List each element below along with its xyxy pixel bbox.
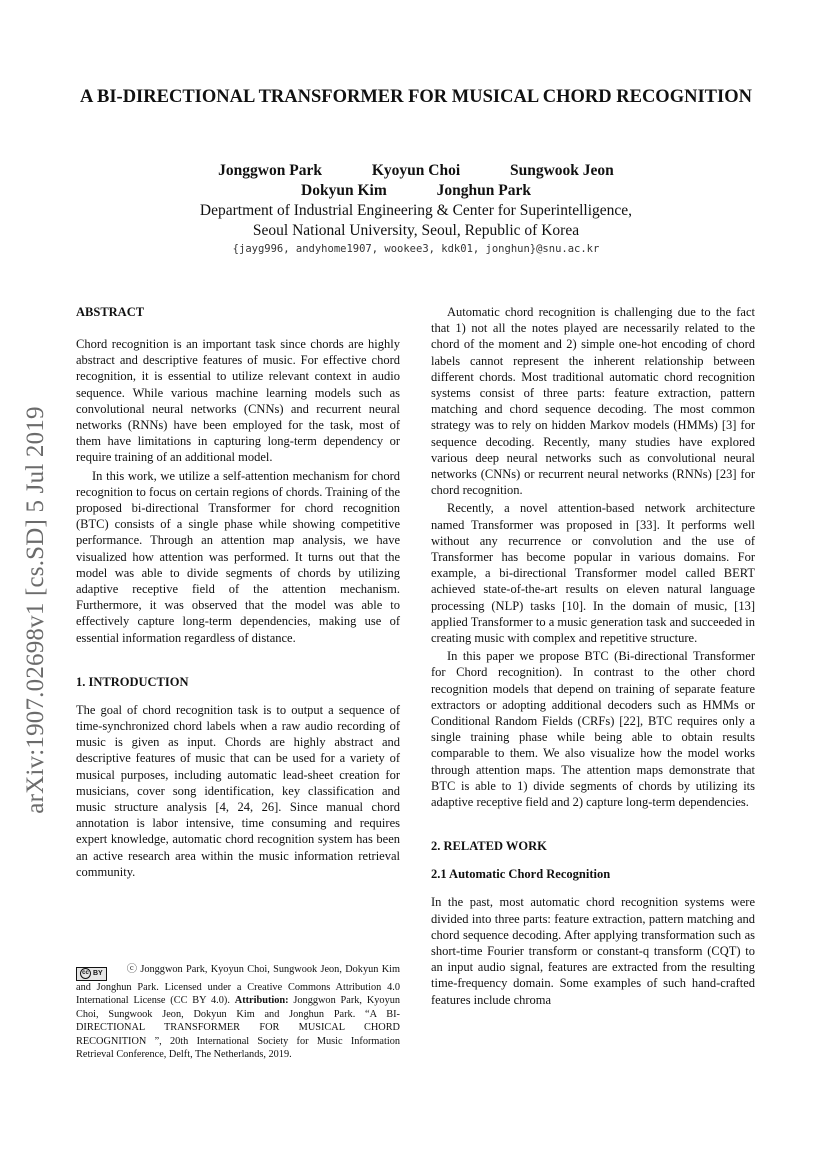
author-name: Kyoyun Choi [371,162,461,179]
arxiv-identifier-text: arXiv:1907.02698v1 [cs.SD] 5 Jul 2019 [22,406,49,814]
arxiv-identifier [16,380,56,840]
author-name: Sungwook Jeon [510,162,614,179]
affiliation [76,201,756,241]
author-row-2 [76,181,756,201]
affiliation-line-2: Seoul National University, Seoul, Republic of Korea [252,222,580,239]
abstract-paragraph-2: In this work, we utilize a self-attention mechanism for chord recognition to focus on certain regions of chords. Training of the proposed bi-directional Transformer for chord recognition (BTC) consists of a single phase while showing competitive performance. Through an attention map analysis, we have visualized how attention was performed. It turns out that the model was able to divide segments of chords by utilizing adaptive receptive field of the attention mechanism. Furthermore, it was observed that the model was able to effectively capture long-term dependencies, making use of essential information regardless of distance. [76,468,400,645]
introduction-paragraph-1: The goal of chord recognition task is to output a sequence of time-synchronized chord labels when a raw audio recording of music is given as input. Chords are highly abstract and descriptive features of music that can be used for a variety of musical purposes, including automatic lead-sheet creation for musicians, cover song identification, key classification and music structure analysis [4, 24, 26]. Since manual chord annotation is labor intensive, time consuming and requires expert knowledge, automatic chord recognition system has been an active research area within the music information retrieval community. [76,702,400,879]
copyright-icon: ⓒ [126,964,138,975]
introduction-heading: 1. INTRODUCTION [76,674,189,689]
paper-title: A BI-DIRECTIONAL TRANSFORMER FOR MUSICAL CHORD RECOGNITION [80,87,752,107]
right-paragraph-1: Automatic chord recognition is challenging due to the fact that 1) not all the notes played are necessarily related to the chord of the moment and 2) simple one-hot encoding of chord labels cannot represent the inherent relationship between different chords. Most traditional automatic chord recognition systems consist of three parts: feature extraction, pattern matching and chord sequence decoding. The most common strategy was to rely on hidden Markov models (HMMs) [3] for sequence decoding. Recently, many studies have explored various deep neural networks such as convolutional neural networks (CNNs) or recurrent neural networks (RNNs) [23] for chord recognition. [431,305,755,498]
by-icon: BY [93,969,103,977]
affiliation-line-1: Department of Industrial Engineering & Center for Superintelligence, [199,202,633,219]
license-footnote [76,963,400,1062]
footnote-text-before: Jonggwon Park, Kyoyun Choi, Sungwook Jeon, Dokyun Kim and Jonghun Park. Licensed under a Creative Commons Attribution 4.0 International License (CC BY 4.0). [76,964,400,1006]
creative-commons-badge [76,967,107,981]
subsection-heading: 2.1 Automatic Chord Recognition [431,867,611,882]
author-name: Dokyun Kim [301,182,387,199]
author-name: Jonghun Park [436,182,531,199]
right-paragraph-3: In this paper we propose BTC (Bi-directional Transformer for Chord recognition). In contrast to the other chord recognition models that depend on training of separate feature extractors or adopting additional decoders such as HMMs or Conditional Random Fields (CRFs) [22], BTC requires only a single training phase while being able to obtain results comparable to them. We also visualize how the model works through attention maps. The attention maps demonstrate that BTC is able to 1) divide segments of chords by utilizing its adaptive receptive field and 2) capture long-term dependencies. [431,649,755,810]
author-list [76,161,756,201]
author-emails: {jayg996, andyhome1907, wookee3, kdk01, jonghun}@snu.ac.kr [232,243,600,255]
cc-icon: cc [80,968,91,979]
attribution-label: Attribution: [234,995,289,1006]
abstract-heading: ABSTRACT [76,305,145,319]
footnote-text-after: Jonggwon Park, Kyoyun Choi, Sungwook Jeon, Dokyun Kim and Jonghun Park. “A BI-DIRECTIONAL TRANSFORMER FOR MUSICAL CHORD RECOGNITION ”, 20th International Society for Music Information Retrieval Conference, Delft, The Netherlands, 2019. [76,995,401,1060]
related-work-heading: 2. RELATED WORK [431,839,547,854]
abstract-paragraph-1: Chord recognition is an important task since chords are highly abstract and descriptive features of music. For effective chord recognition, it is essential to utilize relevant context in audio sequence. While various machine learning models such as convolutional neural networks (CNNs) and recurrent neural networks (RNNs) have been employed for the task, most of them have limitations in capturing long-term dependency or require training of an additional model. [76,337,400,465]
right-paragraph-4: In the past, most automatic chord recognition systems were divided into three parts: feature extraction, pattern matching and chord sequence decoding. After applying transformation such as short-time Fourier transform or constant-q transform (CQT) to an input audio signal, features are extracted from the resulting time-frequency domain. Some examples of such hand-crafted features include chroma [431,895,755,1007]
author-row-1 [76,161,756,181]
author-name: Jonggwon Park [218,162,322,179]
right-paragraph-2: Recently, a novel attention-based network architecture named Transformer was proposed in [33]. It performs well without any recurrence or convolution and the use of Transformer has become popular in various domains. For example, a bi-directional Transformer model called BERT achieved state-of-the-art results on eleven natural language processing (NLP) tasks [10]. In the domain of music, [13] applied Transformer to a music generation task and succeeded in creating music with complex and repetitive structure. [431,501,755,646]
left-column [76,304,400,880]
right-column [431,304,755,1008]
